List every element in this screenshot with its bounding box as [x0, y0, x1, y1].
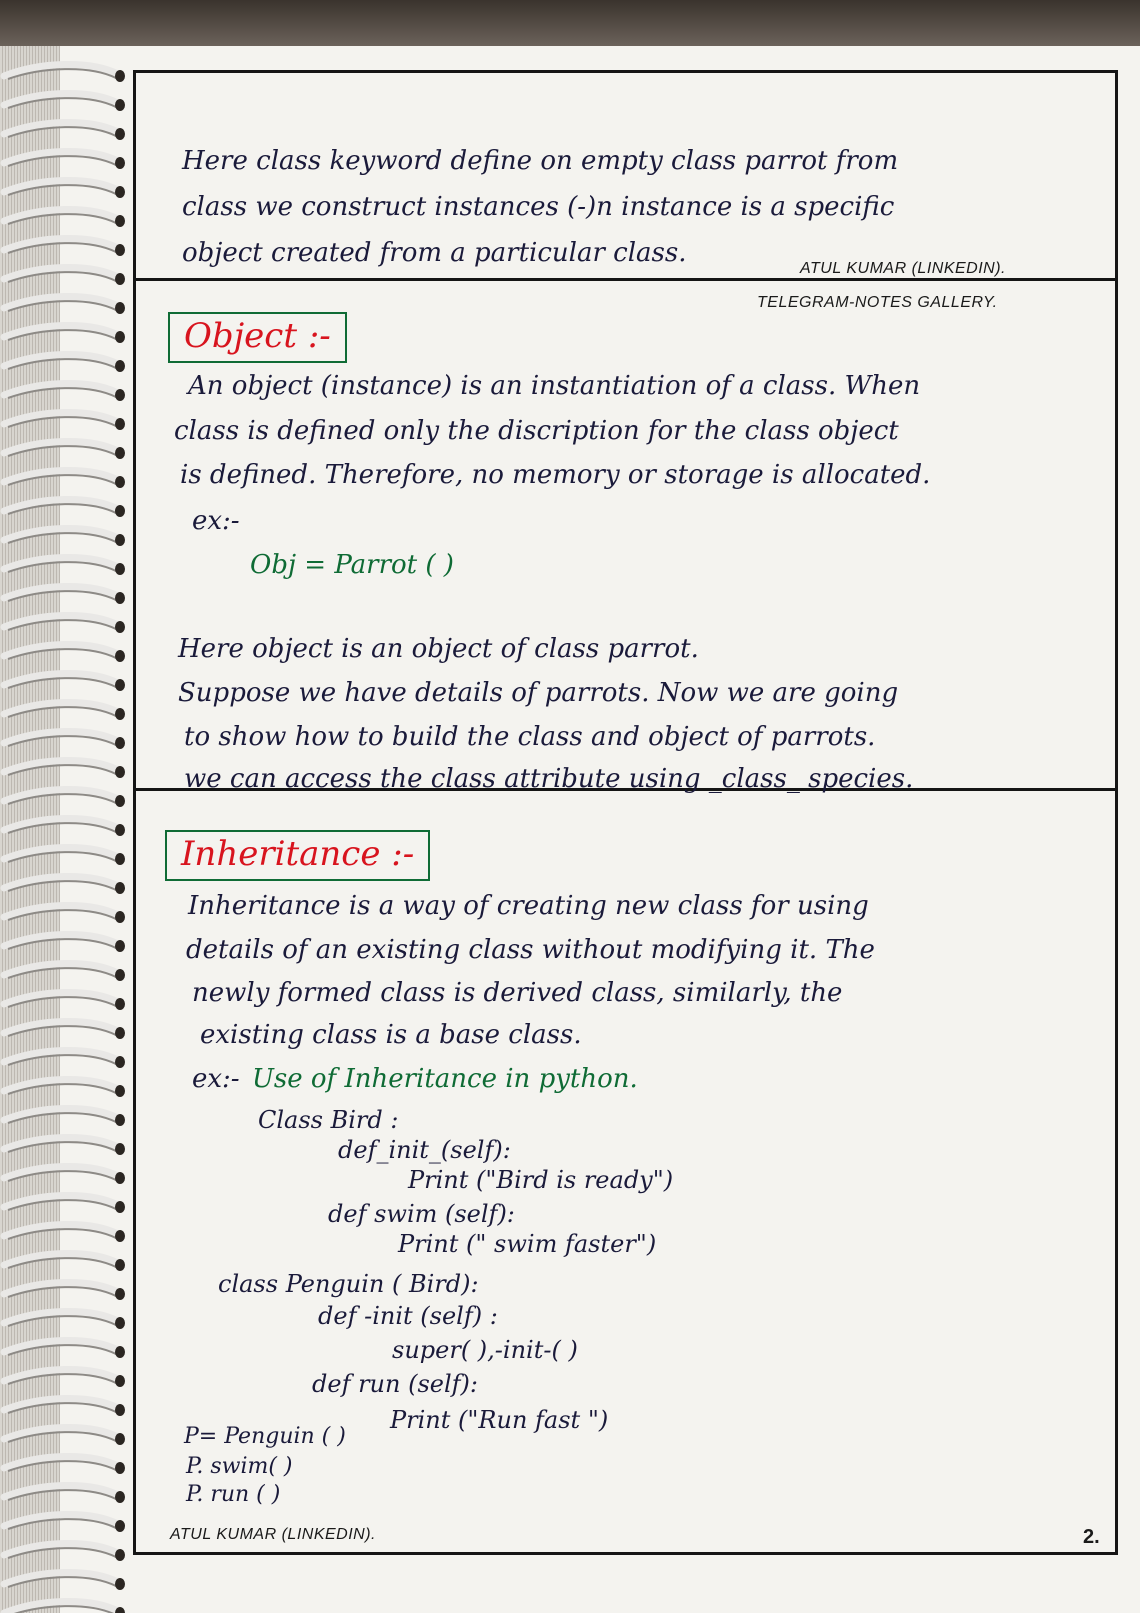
binding-hole: [115, 1404, 125, 1416]
binding-hole: [115, 650, 125, 662]
binding-hole: [115, 273, 125, 285]
binding-hole: [115, 215, 125, 227]
binding-hole: [115, 1085, 125, 1097]
inheritance-example-text: Use of Inheritance in python.: [252, 1064, 638, 1094]
binding-hole: [115, 1346, 125, 1358]
binding-hole: [115, 99, 125, 111]
binding-hole: [115, 157, 125, 169]
binding-hole: [115, 1027, 125, 1039]
binding-hole: [115, 824, 125, 836]
binding-hole: [115, 1462, 125, 1474]
notebook-page-frame: [133, 70, 1118, 1555]
binding-hole: [115, 331, 125, 343]
binding-hole: [115, 911, 125, 923]
object-line: class is defined only the discription for the class object: [174, 416, 899, 446]
code-line: P= Penguin ( ): [184, 1424, 346, 1449]
section-divider: [136, 278, 1115, 281]
binding-hole: [115, 679, 125, 691]
binding-hole: [115, 766, 125, 778]
intro-line: object created from a particular class.: [182, 238, 687, 268]
binding-hole: [115, 940, 125, 952]
binding-hole: [115, 1056, 125, 1068]
binding-hole: [115, 563, 125, 575]
binding-hole: [115, 534, 125, 546]
inheritance-example-prefix: ex:-: [192, 1064, 240, 1094]
background-top: [0, 0, 1140, 46]
binding-hole: [115, 998, 125, 1010]
binding-hole: [115, 708, 125, 720]
object-line: is defined. Therefore, no memory or storage is allocated.: [180, 460, 931, 490]
binding-hole: [115, 882, 125, 894]
code-line: P. swim( ): [186, 1454, 293, 1479]
code-line: def_init_(self):: [338, 1136, 511, 1164]
binding-hole: [115, 1433, 125, 1445]
binding-hole: [115, 737, 125, 749]
inheritance-heading: Inheritance :-: [165, 830, 430, 881]
object-heading: Object :-: [168, 312, 347, 363]
code-line: Print ("Run fast "): [390, 1406, 609, 1434]
binding-hole: [115, 1578, 125, 1590]
gallery-credit: TELEGRAM-NOTES GALLERY.: [757, 294, 998, 311]
binding-hole: [115, 128, 125, 140]
binding-hole: [115, 447, 125, 459]
object-after-line: Here object is an object of class parrot.: [178, 634, 699, 664]
intro-line: Here class keyword define on empty class parrot from: [182, 146, 899, 176]
code-line: def -init (self) :: [318, 1302, 498, 1330]
code-line: Print ("Bird is ready"): [408, 1166, 674, 1194]
binding-hole: [115, 70, 125, 82]
binding-hole: [115, 302, 125, 314]
binding-hole: [115, 1143, 125, 1155]
binding-hole: [115, 1549, 125, 1561]
code-line: class Penguin ( Bird):: [218, 1270, 479, 1298]
binding-hole: [115, 476, 125, 488]
binding-hole: [115, 1375, 125, 1387]
code-line: def swim (self):: [328, 1200, 515, 1228]
binding-hole: [115, 853, 125, 865]
example-label: ex:-: [192, 506, 240, 536]
binding-hole: [115, 592, 125, 604]
binding-hole: [115, 1520, 125, 1532]
binding-hole: [115, 1317, 125, 1329]
binding-hole: [115, 1114, 125, 1126]
inheritance-line: Inheritance is a way of creating new class for using: [188, 891, 869, 921]
binding-hole: [115, 418, 125, 430]
object-after-line: to show how to build the class and object of parrots.: [184, 722, 876, 752]
object-line: An object (instance) is an instantiation of a class. When: [188, 371, 921, 401]
binding-hole: [115, 1491, 125, 1503]
example-code: Obj = Parrot ( ): [250, 550, 454, 580]
binding-hole: [115, 795, 125, 807]
inheritance-line: details of an existing class without modifying it. The: [186, 935, 875, 965]
intro-line: class we construct instances (-)n instance is a specific: [182, 192, 895, 222]
binding-hole: [115, 389, 125, 401]
author-credit-bottom: ATUL KUMAR (LINKEDIN).: [170, 1526, 376, 1543]
code-line: super( ),-init-( ): [392, 1336, 578, 1364]
object-after-line: we can access the class attribute using _class_ species.: [184, 764, 914, 794]
page-number: 2.: [1083, 1526, 1100, 1548]
binding-hole: [115, 505, 125, 517]
inheritance-line: existing class is a base class.: [200, 1020, 582, 1050]
binding-hole: [115, 1201, 125, 1213]
binding-hole: [115, 186, 125, 198]
binding-hole: [115, 1172, 125, 1184]
code-line: Print (" swim faster"): [398, 1230, 657, 1258]
binding-hole: [115, 1259, 125, 1271]
binding-hole: [115, 360, 125, 372]
inheritance-line: newly formed class is derived class, similarly, the: [192, 978, 843, 1008]
binding-hole: [115, 969, 125, 981]
author-credit: ATUL KUMAR (LINKEDIN).: [800, 260, 1006, 277]
binding-hole: [115, 1230, 125, 1242]
code-line: Class Bird :: [258, 1106, 399, 1134]
binding-hole: [115, 621, 125, 633]
binding-hole: [115, 244, 125, 256]
binding-hole: [115, 1288, 125, 1300]
code-line: P. run ( ): [186, 1482, 281, 1507]
spiral-binding: [0, 48, 130, 1613]
object-after-line: Suppose we have details of parrots. Now we are going: [178, 678, 899, 708]
code-line: def run (self):: [312, 1370, 478, 1398]
